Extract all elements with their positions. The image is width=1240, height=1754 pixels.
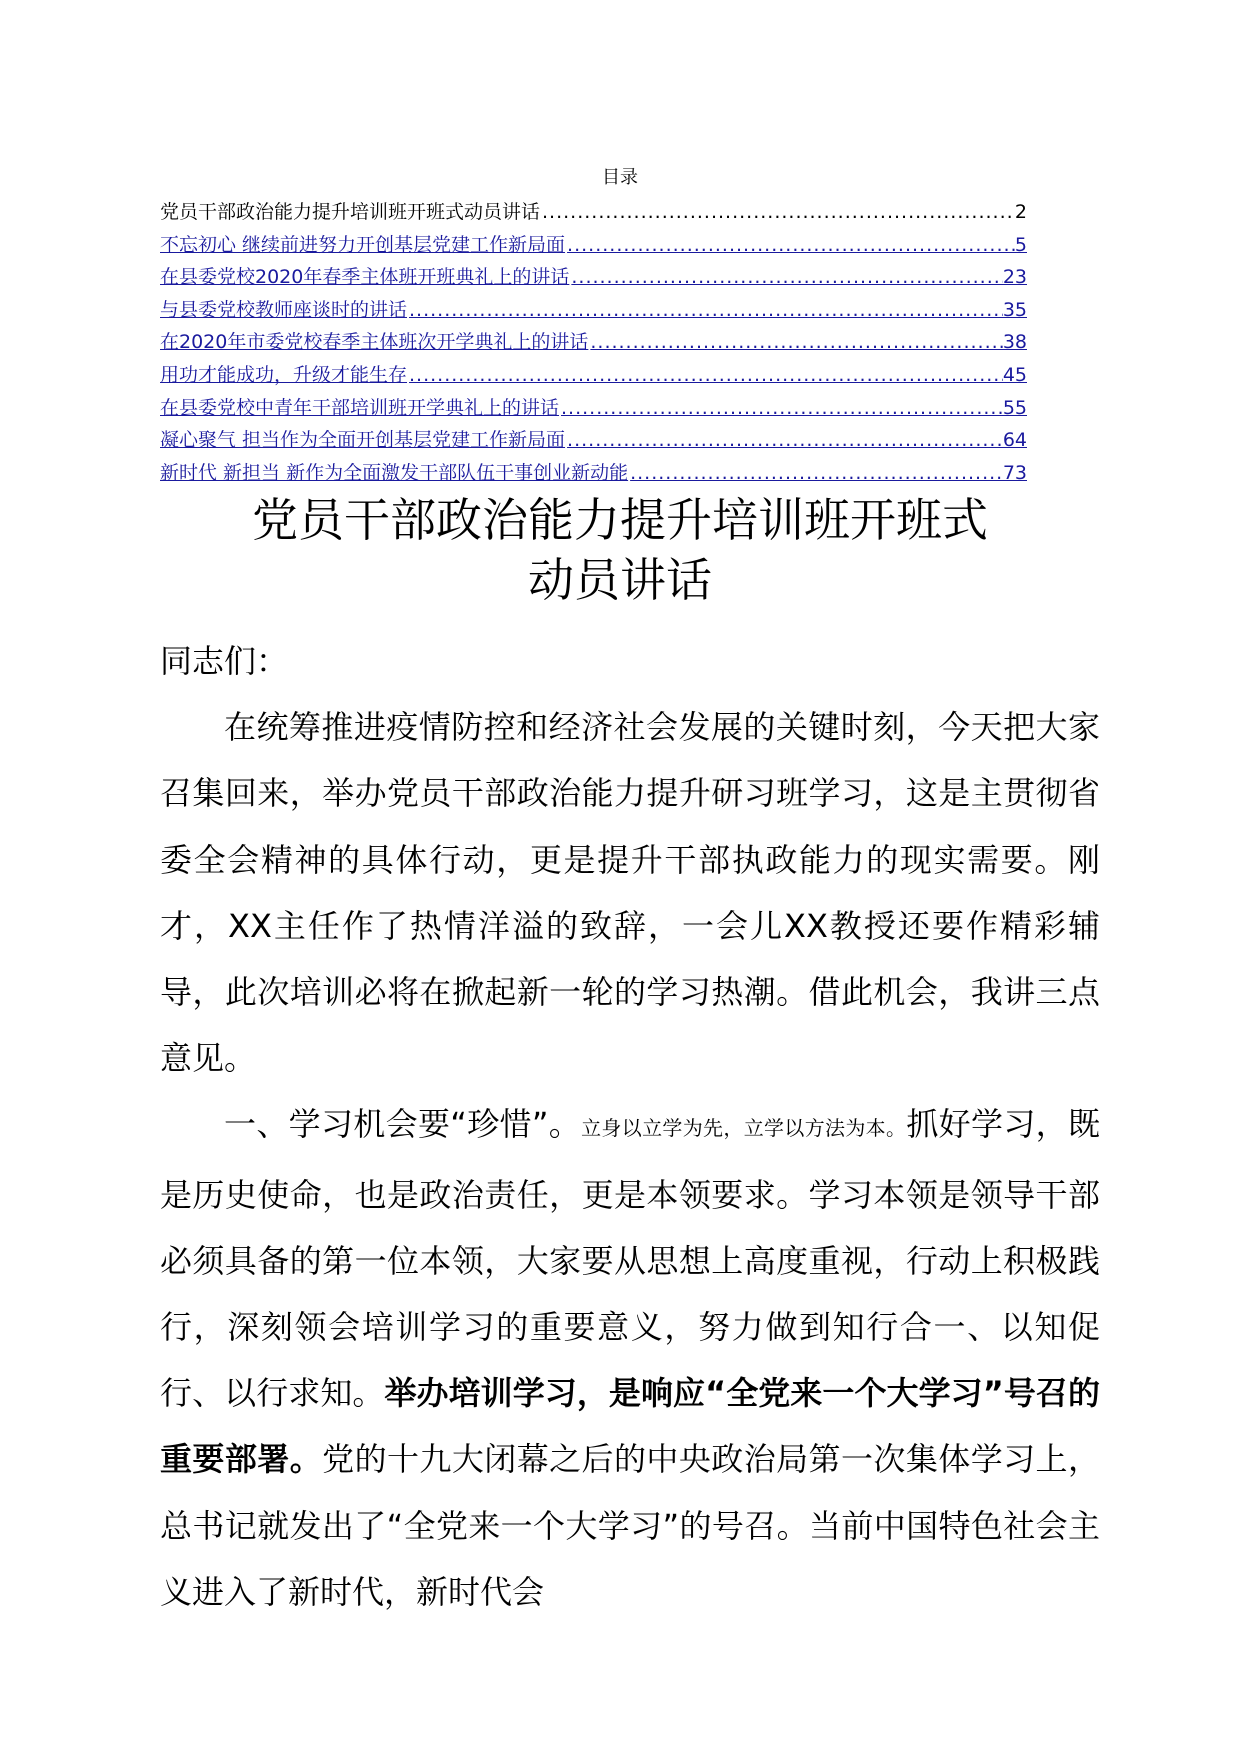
toc-leader-dots — [565, 229, 1015, 262]
toc-item[interactable] — [160, 261, 1027, 294]
toc-item-label: 在县委党校中青年干部培训班开学典礼上的讲话 — [160, 396, 560, 419]
toc-leader-dots — [565, 424, 1003, 457]
document-body — [160, 628, 1100, 1625]
toc-leader-dots — [569, 261, 1002, 294]
toc-item-page: 23 — [1002, 266, 1027, 289]
paragraph-2-text-a: 抓好学习，既是历史使命，也是政治责任，更是本领要求。学习本领是领导干部必须具备的第一位本领，大家要从思想上高度重视，行动上积极践行，深刻领会培训学习的重要意义，努力做到知行合一、以知促行、以行求知。 — [160, 1105, 1100, 1413]
toc-leader-dots — [628, 457, 1003, 490]
toc-item[interactable] — [160, 457, 1027, 490]
toc-item[interactable] — [160, 359, 1027, 392]
toc-item-label: 用功才能成功，升级才能生存 — [160, 363, 408, 386]
document-title — [0, 490, 1240, 610]
toc-leader-dots — [588, 326, 1002, 359]
toc-item-label: 党员干部政治能力提升培训班开班式动员讲话 — [160, 201, 541, 223]
bold-emphasis: 举办培训学习，是响应“全党来一个大学习”号召的重要部署。 — [160, 1374, 1100, 1479]
document-title-line-2: 动员讲话 — [528, 553, 712, 607]
toc-title: 目录 — [602, 167, 638, 188]
quote-text: 立身以立学为先，立学以方法为本。 — [581, 1116, 907, 1141]
toc-item-page: 38 — [1002, 331, 1027, 354]
toc-item-page: 73 — [1002, 461, 1027, 484]
toc-item-label: 与县委党校教师座谈时的讲话 — [160, 298, 408, 321]
toc-item-page: 2 — [1014, 201, 1027, 223]
toc-leader-dots — [540, 196, 1015, 229]
toc-item[interactable] — [160, 229, 1027, 262]
toc-item-label: 新时代 新担当 新作为全面激发干部队伍干事创业新动能 — [160, 461, 629, 484]
toc-item-page: 5 — [1014, 233, 1027, 256]
toc-item-page: 35 — [1002, 298, 1027, 321]
paragraph-2 — [160, 1091, 1100, 1625]
toc-item-label: 凝心聚气 担当作为全面开创基层党建工作新局面 — [160, 429, 566, 452]
toc-item-label: 在2020年市委党校春季主体班次开学典礼上的讲话 — [160, 331, 589, 354]
toc-item[interactable] — [160, 424, 1027, 457]
toc-item-page: 55 — [1002, 396, 1027, 419]
toc-item[interactable] — [160, 196, 1027, 229]
paragraph-1: 在统筹推进疫情防控和经济社会发展的关键时刻，今天把大家召集回来，举办党员干部政治能力提升研习班学习，这是主贯彻省委全会精神的具体行动，更是提升干部执政能力的现实需要。刚才，XX主任作了热情洋溢的致辞，一会儿XX教授还要作精彩辅导，此次培训必将在掀起新一轮的学习热潮。借此机会，我讲三点意见。 — [160, 708, 1100, 1078]
toc-item[interactable] — [160, 392, 1027, 425]
section-heading: 一、学习机会要“珍惜”。 — [224, 1105, 582, 1144]
paragraph-2-text-b: 党的十九大闭幕之后的中央政治局第一次集体学习上，总书记就发出了“全党来一个大学习”的号召。当前中国特色社会主义进入了新时代，新时代会 — [160, 1440, 1100, 1611]
toc-leader-dots — [559, 392, 1003, 425]
toc-leader-dots — [407, 359, 1003, 392]
toc-item[interactable] — [160, 326, 1027, 359]
salutation: 同志们： — [160, 642, 289, 680]
toc-item-page: 64 — [1002, 429, 1027, 452]
toc-leader-dots — [407, 294, 1003, 327]
toc-item[interactable] — [160, 294, 1027, 327]
document-title-line-1: 党员干部政治能力提升培训班开班式 — [252, 493, 988, 547]
toc-item-page: 45 — [1002, 363, 1027, 386]
table-of-contents — [160, 196, 1027, 489]
toc-item-label: 不忘初心 继续前进努力开创基层党建工作新局面 — [160, 233, 566, 256]
toc-item-label: 在县委党校2020年春季主体班开班典礼上的讲话 — [160, 266, 570, 289]
